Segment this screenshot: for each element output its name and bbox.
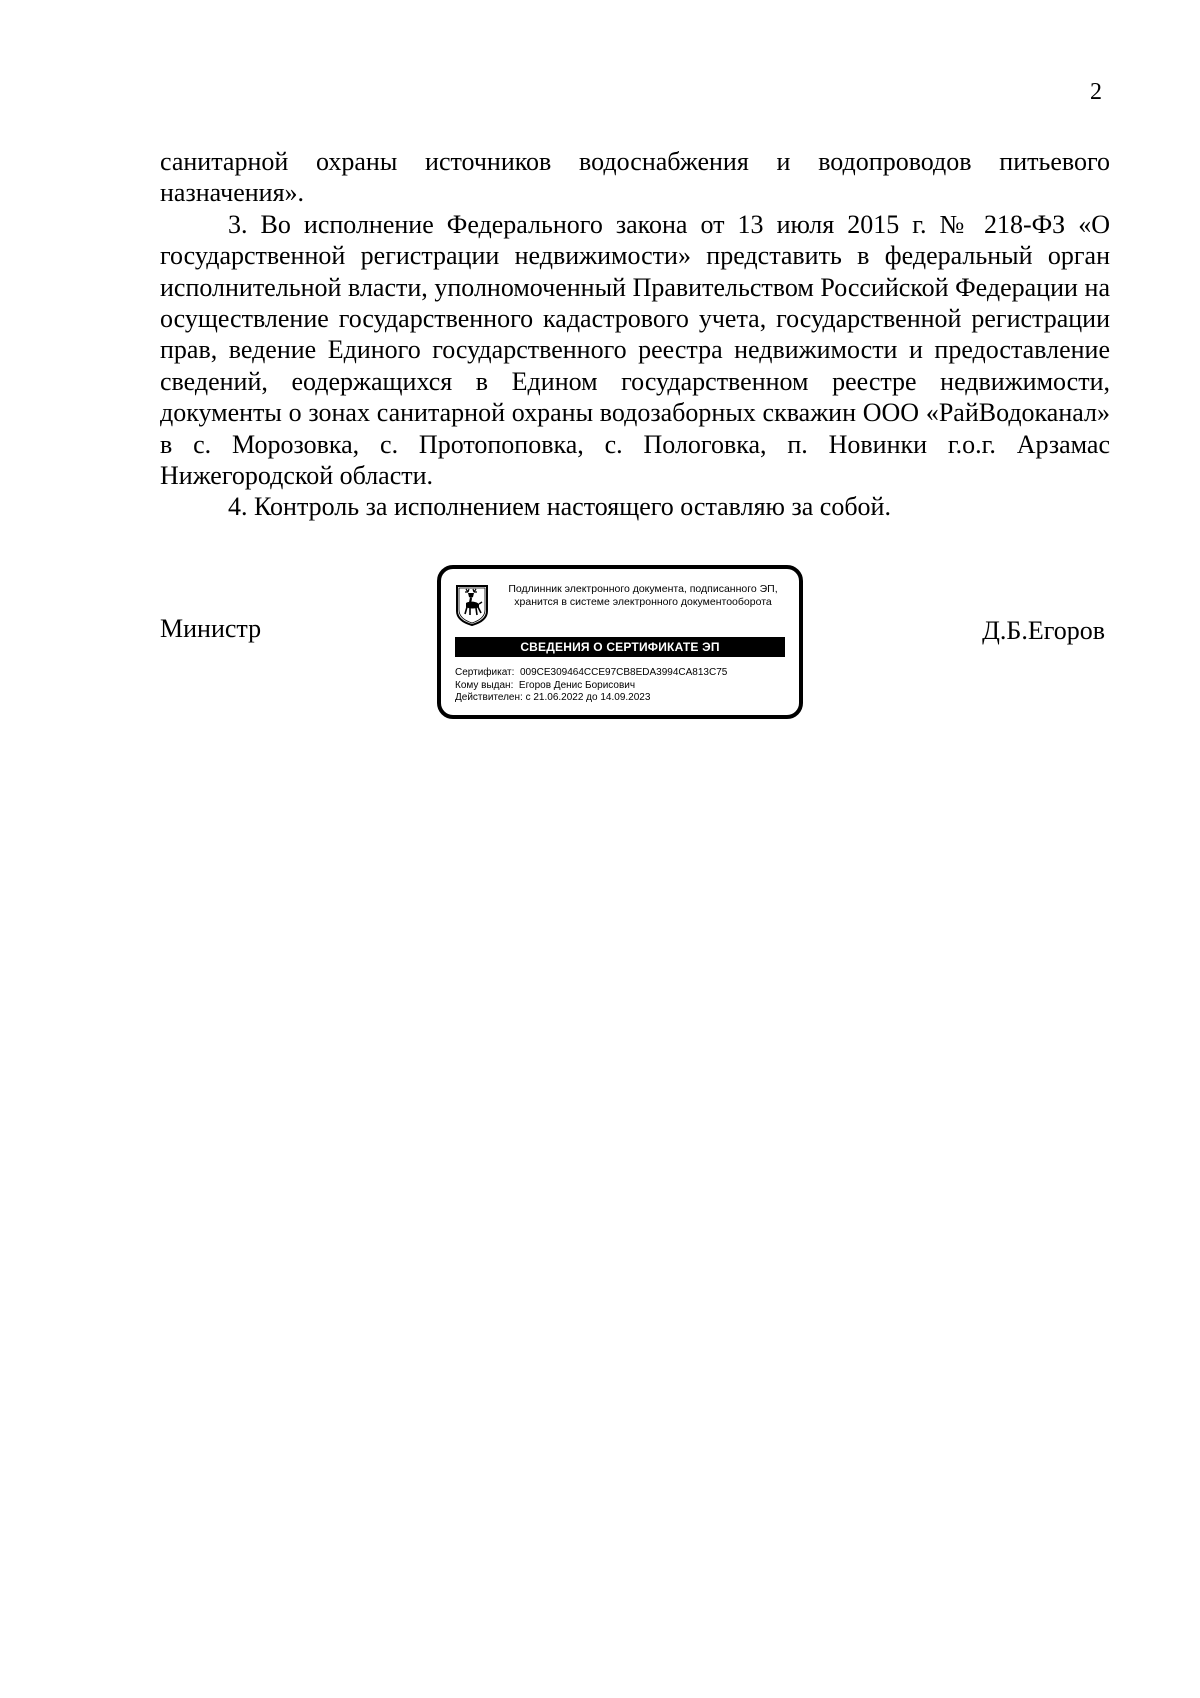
certificate-line — [455, 667, 795, 680]
certificate-value: 009CE309464CCE97CB8EDA3994CA813C75 — [519, 667, 728, 678]
nizhny-novgorod-deer-emblem-icon — [454, 583, 490, 627]
stamp-banner: СВЕДЕНИЯ О СЕРТИФИКАТЕ ЭП — [455, 637, 785, 657]
stamp-notice-line-2: хранится в системе электронного документооборота — [514, 596, 772, 608]
paragraph-item-4: 4. Контроль за исполнением настоящего оставляю за собой. — [228, 492, 891, 522]
stamp-certificate-details — [455, 667, 795, 705]
document-body — [160, 146, 1110, 523]
issued-to-line — [455, 680, 795, 693]
stamp-notice-line-1: Подлинник электронного документа, подписанного ЭП, — [508, 583, 778, 595]
valid-label: Действителен: — [455, 692, 523, 703]
paragraph-continuation: санитарной охраны источников водоснабжения и водопроводов питьевого назначения». — [160, 147, 1110, 208]
e-signature-stamp — [437, 565, 803, 719]
paragraph-item-3: 3. Во исполнение Федерального закона от 13 июля 2015 г. № 218-ФЗ «О государственной регистрации недвижимости» представить в федеральный орган исполнительной власти, уполномоченный Правительством Российской Федерации на осуществление государственного кадастрового учета, государственной регистрации прав, ведение Единого государственного реестра недвижимости и предоставление сведений, еодержащихся в Едином государственном реестре недвижимости, документы о зонах санитарной охраны водозаборных скважин ООО «РайВодоканал» в с. Морозовка, с. Протопоповка, с. Пологовка, п. Новинки г.о.г. Арзамас Нижегородской области. — [160, 209, 1110, 491]
valid-value: с 21.06.2022 до 14.09.2023 — [525, 692, 651, 703]
stamp-notice — [493, 583, 793, 609]
signer-name: Д.Б.Егоров — [982, 616, 1105, 645]
page-number: 2 — [1090, 79, 1102, 105]
issued-to-value: Егоров Денис Борисович — [518, 679, 636, 691]
issued-to-label: Кому выдан: — [455, 679, 514, 691]
valid-line — [455, 692, 795, 705]
signer-position: Министр — [160, 614, 262, 643]
certificate-label: Сертификат: — [455, 667, 515, 678]
